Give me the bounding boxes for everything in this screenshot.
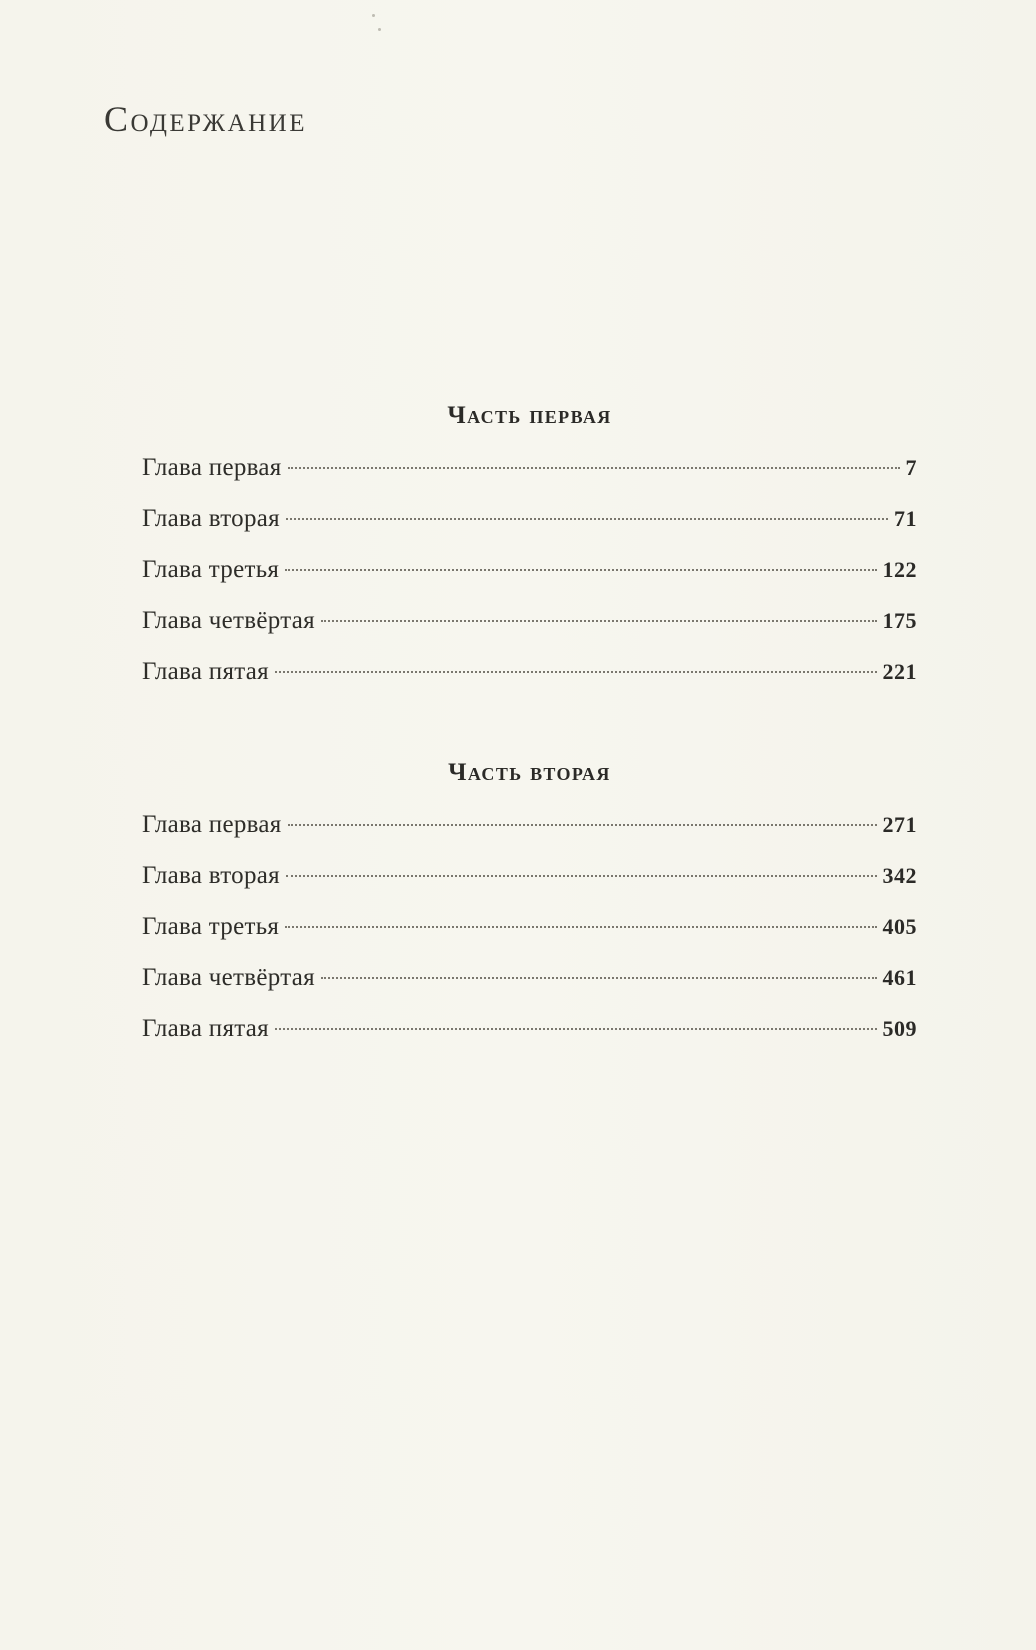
toc-entry[interactable] (142, 493, 917, 544)
chapter-title: Глава вторая (142, 505, 280, 532)
page-number: 221 (882, 659, 917, 684)
toc-entry[interactable] (142, 952, 917, 1003)
toc-entry[interactable] (142, 442, 917, 493)
chapter-title: Глава третья (142, 556, 280, 583)
chapter-title: Глава пятая (142, 1015, 269, 1042)
page-number: 509 (882, 1016, 917, 1041)
paper-speck (378, 28, 381, 31)
toc-entry[interactable] (142, 901, 917, 952)
toc-entry[interactable] (142, 799, 917, 850)
part-heading: Часть первая (447, 402, 612, 429)
chapter-title: Глава первая (142, 811, 282, 838)
dot-leader (288, 467, 900, 469)
dot-leader (275, 671, 877, 673)
toc-entry[interactable] (142, 595, 917, 646)
part-one (142, 396, 917, 697)
page-number: 175 (882, 608, 917, 633)
toc-entry[interactable] (142, 544, 917, 595)
chapter-title: Глава вторая (142, 862, 280, 889)
dot-leader (275, 1028, 877, 1030)
dot-leader (321, 977, 877, 979)
part-heading: Часть вторая (448, 759, 611, 786)
part-two (142, 753, 917, 1054)
dot-leader (321, 620, 877, 622)
dot-leader (285, 569, 876, 571)
dot-leader (286, 875, 877, 877)
chapter-title: Глава четвёртая (142, 964, 315, 991)
dot-leader (286, 518, 888, 520)
chapter-title: Глава первая (142, 454, 282, 481)
chapter-title: Глава третья (142, 913, 280, 940)
toc-title: Содержание (104, 99, 308, 139)
chapter-title: Глава пятая (142, 658, 269, 685)
dot-leader (288, 824, 877, 826)
page-number: 7 (905, 455, 917, 480)
paper-speck (372, 14, 375, 17)
page-number: 405 (882, 914, 917, 939)
page-number: 342 (882, 863, 917, 888)
page-number: 461 (882, 965, 917, 990)
toc-entry[interactable] (142, 850, 917, 901)
toc-entry[interactable] (142, 646, 917, 697)
page-number: 271 (882, 812, 917, 837)
page-number: 71 (894, 506, 917, 531)
page-number: 122 (882, 557, 917, 582)
toc-entry[interactable] (142, 1003, 917, 1054)
chapter-title: Глава четвёртая (142, 607, 315, 634)
dot-leader (285, 926, 876, 928)
